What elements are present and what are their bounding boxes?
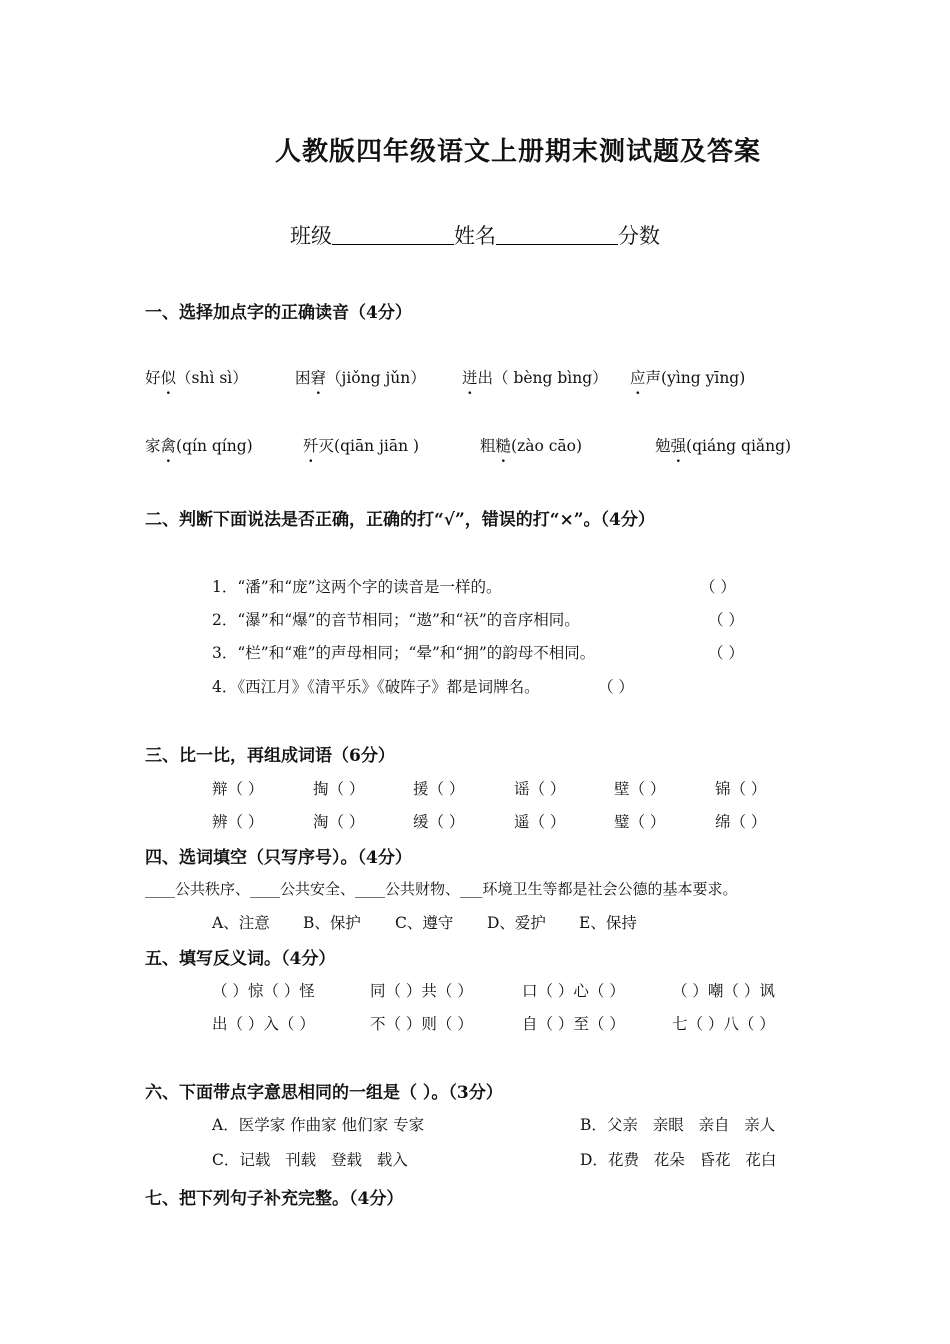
s5-row1-4[interactable]: （ ）嘲（ ）讽	[672, 982, 775, 1000]
s1-item-8: 勉强(qiáng qiǎng)	[655, 437, 792, 455]
s3-row1-6[interactable]: 锦（ ）	[715, 780, 767, 798]
s1-item-5: 家禽(qín qíng)	[145, 437, 253, 455]
score-label: 分数	[618, 224, 660, 248]
section-7-heading: 七、把下列句子补充完整。（4分）	[145, 1189, 404, 1209]
section-1-heading: 一、选择加点字的正确读音（4分）	[145, 303, 412, 323]
s3-row1-3[interactable]: 援（ ）	[413, 780, 465, 798]
s6-option-d: D．花费 花朵 昏花 花白	[580, 1151, 777, 1169]
section-5-heading: 五、填写反义词。（4分）	[145, 949, 336, 969]
section-2-heading: 二、判断下面说法是否正确，正确的打“√”，错误的打“×”。（4分）	[145, 510, 655, 530]
s6-b-word-1: 父亲	[606, 1116, 638, 1134]
s6-d-word-4: 花白	[745, 1151, 777, 1169]
s6-b-word-3: 亲自	[698, 1116, 730, 1134]
name-blank[interactable]	[496, 222, 618, 245]
s2-item-3-text: 3．“栏”和“难”的声母相同；“晕”和“拥”的韵母不相同。	[212, 644, 596, 662]
s2-item-1-text: 1．“潘”和“庞”这两个字的读音是一样的。	[212, 578, 502, 596]
s6-c-word-4: 载入	[376, 1151, 408, 1169]
s4-option-e: E、保持	[579, 914, 637, 932]
s6-b-word-2: 亲眼	[652, 1116, 684, 1134]
s3-row1-2[interactable]: 掏（ ）	[313, 780, 365, 798]
s4-option-d: D、爱护	[487, 914, 546, 932]
s2-item-2-text: 2．“瀑”和“爆”的音节相同；“遨”和“祆”的音序相同。	[212, 611, 580, 629]
s5-row1-2[interactable]: 同（ ）共（ ）	[370, 982, 473, 1000]
s3-row2-2[interactable]: 淘（ ）	[313, 813, 365, 831]
s6-c-word-2: 刊载	[285, 1151, 317, 1169]
s2-item-2-answer[interactable]: （ ）	[708, 611, 744, 629]
s6-c-word-1: 记载	[239, 1151, 271, 1169]
s6-c-word-3: 登载	[330, 1151, 362, 1169]
s3-row2-4[interactable]: 遥（ ）	[514, 813, 566, 831]
section-4-heading: 四、选词填空（只写序号）。（4分）	[145, 848, 412, 868]
s1-item-2: 困窘（jiǒng jǔn）	[295, 369, 426, 387]
s1-item-7: 粗糙(zào cāo)	[480, 437, 583, 455]
s5-row1-1[interactable]: （ ）惊（ ）怪	[212, 982, 315, 1000]
s5-row2-4[interactable]: 七（ ）八（ ）	[672, 1015, 775, 1033]
section-3-heading: 三、比一比，再组成词语（6分）	[145, 746, 395, 766]
s3-row1-1[interactable]: 辩（ ）	[212, 780, 264, 798]
s6-a-word-2: 作曲家	[290, 1116, 337, 1134]
s3-row1-4[interactable]: 谣（ ）	[514, 780, 566, 798]
s1-item-3: 迸出（ bèng bìng）	[462, 369, 608, 387]
s5-row2-2[interactable]: 不（ ）则（ ）	[370, 1015, 473, 1033]
s1-item-6: 歼灭(qiān jiān )	[303, 437, 420, 455]
s3-row1-5[interactable]: 壁（ ）	[614, 780, 666, 798]
section-6-heading: 六、下面带点字意思相同的一组是（ ）。（3分）	[145, 1083, 503, 1103]
s4-option-a: A、注意	[212, 914, 270, 932]
s2-item-1-answer[interactable]: （ ）	[700, 578, 736, 596]
s3-row2-5[interactable]: 璧（ ）	[614, 813, 666, 831]
class-blank[interactable]	[332, 222, 454, 245]
s2-item-4-answer[interactable]: （ ）	[598, 678, 634, 696]
s4-option-b: B、保护	[303, 914, 361, 932]
s6-d-word-2: 花朵	[653, 1151, 685, 1169]
s6-option-c: C．记载 刊载 登载 载入	[212, 1151, 408, 1169]
s6-a-word-4: 专家	[393, 1116, 425, 1134]
s6-option-a: A．医学家 作曲家 他们家 专家	[212, 1116, 425, 1134]
s2-item-4-text: 4．《西江月》《清平乐》《破阵子》都是词牌名。	[212, 678, 540, 696]
s3-row2-3[interactable]: 缓（ ）	[413, 813, 465, 831]
page-title: 人教版四年级语文上册期末测试题及答案	[274, 137, 761, 167]
s6-d-word-1: 花费	[607, 1151, 639, 1169]
s3-row2-6[interactable]: 绵（ ）	[715, 813, 767, 831]
s6-d-word-3: 昏花	[699, 1151, 731, 1169]
class-label: 班级	[290, 224, 332, 248]
s3-row2-1[interactable]: 辨（ ）	[212, 813, 264, 831]
s6-a-word-3: 他们家	[341, 1116, 389, 1134]
s6-b-word-4: 亲人	[744, 1116, 776, 1134]
s4-option-c: C、遵守	[395, 914, 454, 932]
student-info-line	[290, 220, 660, 250]
s5-row2-1[interactable]: 出（ ）入（ ）	[212, 1015, 315, 1033]
s5-row2-3[interactable]: 自（ ）至（ ）	[522, 1015, 625, 1033]
s6-option-b: B．父亲 亲眼 亲自 亲人	[580, 1116, 776, 1134]
s1-item-1: 好似（shì sì）	[145, 369, 248, 387]
s1-item-4: 应声(yìng yīng)	[630, 369, 746, 387]
s6-a-word-1: 医学家	[238, 1116, 286, 1134]
name-label: 姓名	[454, 224, 496, 248]
s5-row1-3[interactable]: 口（ ）心（ ）	[522, 982, 625, 1000]
s2-item-3-answer[interactable]: （ ）	[708, 644, 744, 662]
s4-sentence: ____公共秩序、____公共安全、____公共财物、___环境卫生等都是社会公德的基本要求。	[145, 880, 738, 898]
